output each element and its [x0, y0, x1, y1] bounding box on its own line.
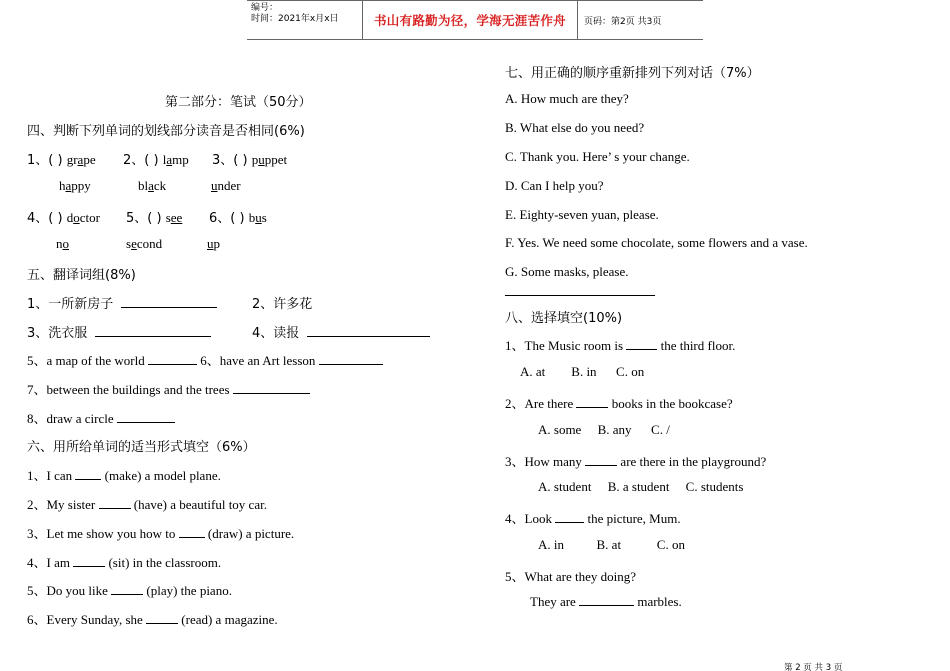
s4-q2-num: 2、( )	[123, 153, 163, 168]
s6-item-3	[27, 523, 294, 542]
s8-q1	[505, 335, 735, 354]
s7-item-d: D. Can I help you?	[505, 178, 604, 193]
s5-item-8	[27, 408, 175, 427]
s5-item-1-text: 1、一所新房子	[27, 297, 114, 312]
s6-item-1-post: (make) a model plane.	[101, 468, 221, 483]
s4-w-black-a: bl	[138, 178, 149, 193]
s4-q2-word-u: a	[166, 152, 173, 167]
s5-item-3-text: 3、洗衣服	[27, 326, 88, 341]
s8-q4	[505, 508, 681, 527]
s4-q2-word-b: mp	[172, 152, 189, 167]
page-header	[247, 0, 703, 40]
answer-blank[interactable]	[233, 382, 310, 394]
s4-row-1b	[123, 149, 189, 168]
s8-q2-post: books in the bookcase?	[608, 396, 733, 411]
s8-q2-options: A. some B. any C. /	[538, 422, 670, 437]
s8-q4-pre: 4、Look	[505, 511, 556, 526]
s8-q5-pre: They are	[530, 594, 580, 609]
s4-q1-word-u: a	[77, 152, 84, 167]
answer-blank[interactable]	[307, 325, 430, 337]
s4-q6-word-a: b	[248, 210, 256, 225]
s4-w-second-u: e	[131, 236, 137, 251]
s4-q3-num: 3、( )	[212, 153, 252, 168]
s4-w-happy-b: ppy	[71, 178, 91, 193]
answer-blank[interactable]	[626, 338, 657, 350]
answer-blank[interactable]	[148, 353, 197, 365]
s8-q3-pre: 3、How many	[505, 454, 586, 469]
answer-blank[interactable]	[576, 396, 608, 408]
s5-item-7-text: 7、between the buildings and the trees	[27, 382, 230, 397]
s4-row-4c	[207, 236, 220, 252]
s4-w-up-b: p	[213, 236, 220, 251]
s6-item-2-pre: 2、My sister	[27, 497, 99, 512]
s4-q5-num: 5、( )	[126, 211, 166, 226]
section-8-title: 八、选择填空(10%)	[505, 311, 623, 326]
answer-blank[interactable]	[73, 555, 105, 567]
s4-row-4b	[126, 236, 162, 252]
s4-row-3a	[27, 207, 100, 226]
number-label: 编号：	[251, 3, 279, 13]
s7-item-e: E. Eighty-seven yuan, please.	[505, 207, 659, 222]
s4-q5-word-u: ee	[170, 210, 183, 225]
s4-w-second-b: cond	[136, 236, 163, 251]
s4-w-no-u: o	[62, 236, 69, 251]
answer-blank[interactable]	[75, 468, 101, 480]
s5-item-2-text: 2、许多花	[252, 297, 313, 312]
header-page: 页码：第2页 共3页	[584, 16, 662, 27]
s8-q5-answer	[530, 594, 682, 610]
s8-q3-post: are there in the playground?	[617, 454, 767, 469]
page-footer: 第 2 页 共 3 页	[784, 663, 843, 671]
answer-blank[interactable]	[117, 411, 175, 423]
s6-item-1	[27, 465, 221, 484]
s4-row-3b	[126, 207, 182, 226]
s5-item-2	[252, 293, 312, 312]
s6-item-6-pre: 6、Every Sunday, she	[27, 612, 147, 627]
answer-blank[interactable]	[555, 511, 584, 523]
part-title: 第二部分：笔试（50分）	[165, 95, 312, 110]
s6-item-1-pre: 1、I can	[27, 468, 76, 483]
s4-row-2b	[138, 178, 166, 194]
s4-w-under-u: u	[211, 178, 218, 193]
s4-w-happy-a: h	[59, 178, 66, 193]
s4-w-up-u: u	[207, 236, 214, 251]
answer-blank[interactable]	[585, 454, 617, 466]
s5-item-1	[27, 293, 217, 312]
s8-q5: 5、What are they doing?	[505, 569, 637, 584]
s6-item-3-post: (draw) a picture.	[204, 526, 295, 541]
s7-item-b: B. What else do you need?	[505, 120, 645, 135]
s4-q1-word-b: pe	[83, 152, 96, 167]
s4-q4-word-a: d	[66, 210, 74, 225]
s7-item-a: A. How much are they?	[505, 91, 629, 106]
s5-item-5-6	[27, 350, 383, 369]
answer-blank[interactable]	[95, 325, 211, 337]
section-4-title: 四、判断下列单词的划线部分读音是否相同(6%)	[27, 124, 305, 139]
s4-row-2c	[211, 178, 241, 194]
answer-blank[interactable]	[99, 497, 131, 509]
s4-q1-word-a: gr	[66, 152, 78, 167]
s4-q6-num: 6、( )	[209, 211, 249, 226]
s4-q3-word-b: ppet	[264, 152, 288, 167]
s5-item-6-text: 6、have an Art lesson	[200, 353, 316, 368]
s7-item-g: G. Some masks, please.	[505, 264, 629, 279]
s6-item-4	[27, 552, 221, 571]
s4-w-black-b: ck	[153, 178, 167, 193]
s4-row-1	[27, 149, 96, 168]
s8-q2	[505, 393, 733, 412]
header-motto: 书山有路勤为径，学海无涯苦作舟	[363, 1, 578, 39]
s7-item-c: C. Thank you. Here’ s your change.	[505, 149, 690, 164]
s6-item-4-pre: 4、I am	[27, 555, 74, 570]
s6-item-6	[27, 609, 278, 628]
s4-w-no-a: n	[56, 236, 63, 251]
s4-q4-word-b: ctor	[79, 210, 100, 225]
s5-item-8-text: 8、draw a circle	[27, 411, 114, 426]
s8-q3	[505, 451, 766, 470]
s6-item-2	[27, 494, 267, 513]
s8-q4-post: the picture, Mum.	[584, 511, 681, 526]
s4-row-3c	[209, 207, 267, 226]
s8-q2-pre: 2、Are there	[505, 396, 577, 411]
s8-q1-options: A. at B. in C. on	[520, 364, 645, 379]
s4-q2-word-a: l	[162, 152, 167, 167]
s7-answer-line[interactable]	[505, 295, 655, 296]
s4-w-under-b: nder	[217, 178, 241, 193]
s4-w-black-u: a	[148, 178, 154, 193]
s4-q4-num: 4、( )	[27, 211, 67, 226]
s5-item-3	[27, 322, 211, 341]
answer-blank[interactable]	[121, 296, 217, 308]
header-info	[247, 1, 363, 39]
s5-item-4-text: 4、读报	[252, 326, 300, 341]
s5-item-4	[252, 322, 430, 341]
s4-w-second-a: s	[126, 236, 132, 251]
s6-item-5-pre: 5、Do you like	[27, 583, 112, 598]
section-6-title: 六、用所给单词的适当形式填空（6%）	[27, 440, 256, 455]
s4-q6-word-u: u	[255, 210, 262, 225]
s4-q1-num: 1、( )	[27, 153, 67, 168]
s8-q1-pre: 1、The Music room is	[505, 338, 627, 353]
s4-q3-word-u: u	[258, 152, 265, 167]
answer-blank[interactable]	[111, 583, 143, 595]
s6-item-5	[27, 580, 232, 599]
s4-row-4a	[56, 236, 69, 252]
s4-row-1c	[212, 149, 287, 168]
s4-q6-word-b: s	[261, 210, 267, 225]
answer-blank[interactable]	[579, 594, 634, 606]
answer-blank[interactable]	[179, 526, 205, 538]
section-5-title: 五、翻译词组(8%)	[27, 268, 136, 283]
answer-blank[interactable]	[319, 353, 383, 365]
s8-q4-options: A. in B. at C. on	[538, 537, 685, 552]
s4-w-happy-u: a	[65, 178, 72, 193]
s6-item-4-post: (sit) in the classroom.	[105, 555, 222, 570]
section-7-title: 七、用正确的顺序重新排列下列对话（7%）	[505, 66, 760, 81]
s6-item-5-post: (play) the piano.	[143, 583, 232, 598]
s5-item-7	[27, 379, 310, 398]
time-label: 时间：2021年x月x日	[251, 14, 339, 24]
s6-item-2-post: (have) a beautiful toy car.	[130, 497, 267, 512]
s5-item-5-text: 5、a map of the world	[27, 353, 145, 368]
s6-item-6-post: (read) a magazine.	[178, 612, 278, 627]
s4-q5-word-a: s	[165, 210, 171, 225]
s6-item-3-pre: 3、Let me show you how to	[27, 526, 179, 541]
answer-blank[interactable]	[146, 612, 178, 624]
s4-row-2a	[59, 178, 91, 194]
s8-q1-post: the third floor.	[657, 338, 736, 353]
s8-q3-options: A. student B. a student C. students	[538, 479, 744, 494]
s7-item-f: F. Yes. We need some chocolate, some flowers and a vase.	[505, 235, 808, 250]
s4-q4-word-u: o	[73, 210, 80, 225]
s8-q5-post: marbles.	[634, 594, 682, 609]
s4-q3-word-a: p	[251, 152, 259, 167]
